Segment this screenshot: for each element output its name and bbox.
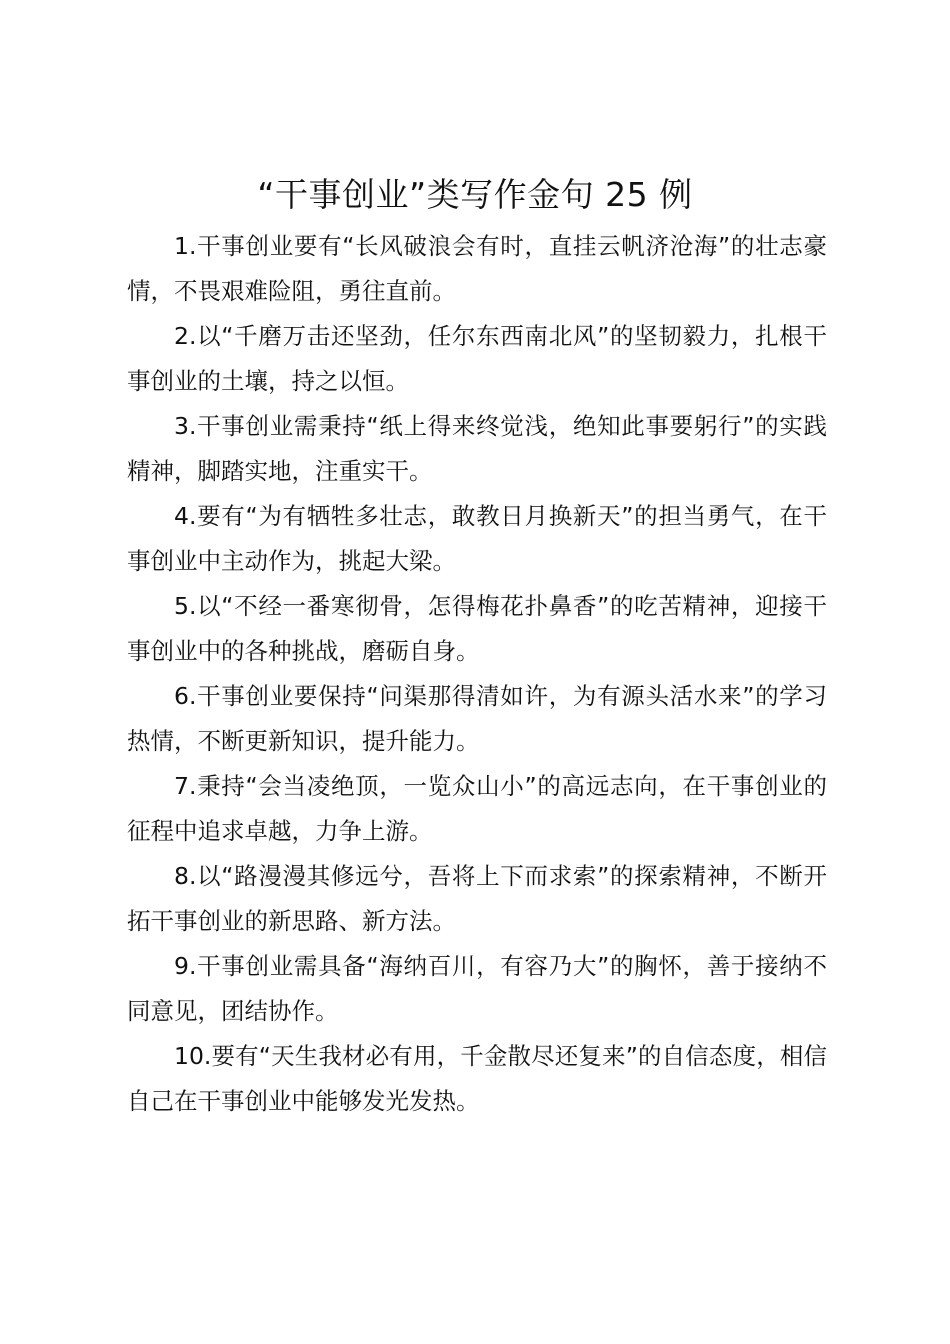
paragraph-5: 5.以“不经一番寒彻骨，怎得梅花扑鼻香”的吃苦精神，迎接干事创业中的各种挑战，磨砺自身。 <box>127 592 827 665</box>
paragraph-6: 6.干事创业要保持“问渠那得清如许，为有源头活水来”的学习热情，不断更新知识，提升能力。 <box>127 682 827 755</box>
paragraph-8: 8.以“路漫漫其修远兮，吾将上下而求索”的探索精神，不断开拓干事创业的新思路、新方法。 <box>127 862 827 935</box>
paragraph-10: 10.要有“天生我材必有用，千金散尽还复来”的自信态度，相信自己在干事创业中能够发光发热。 <box>127 1042 827 1115</box>
document-body <box>127 224 827 1124</box>
document-title: “干事创业”类写作金句 25 例 <box>257 175 693 214</box>
paragraph-2: 2.以“千磨万击还坚劲，任尔东西南北风”的坚韧毅力，扎根干事创业的土壤，持之以恒。 <box>127 322 827 395</box>
paragraph-1: 1.干事创业要有“长风破浪会有时，直挂云帆济沧海”的壮志豪情，不畏艰难险阻，勇往直前。 <box>127 232 827 305</box>
paragraph-4: 4.要有“为有牺牲多壮志，敢教日月换新天”的担当勇气，在干事创业中主动作为，挑起大梁。 <box>127 502 827 575</box>
paragraph-3: 3.干事创业需秉持“纸上得来终觉浅，绝知此事要躬行”的实践精神，脚踏实地，注重实干。 <box>127 412 827 485</box>
paragraph-9: 9.干事创业需具备“海纳百川，有容乃大”的胸怀，善于接纳不同意见，团结协作。 <box>127 952 827 1025</box>
paragraph-7: 7.秉持“会当凌绝顶，一览众山小”的高远志向，在干事创业的征程中追求卓越，力争上游。 <box>127 772 827 845</box>
